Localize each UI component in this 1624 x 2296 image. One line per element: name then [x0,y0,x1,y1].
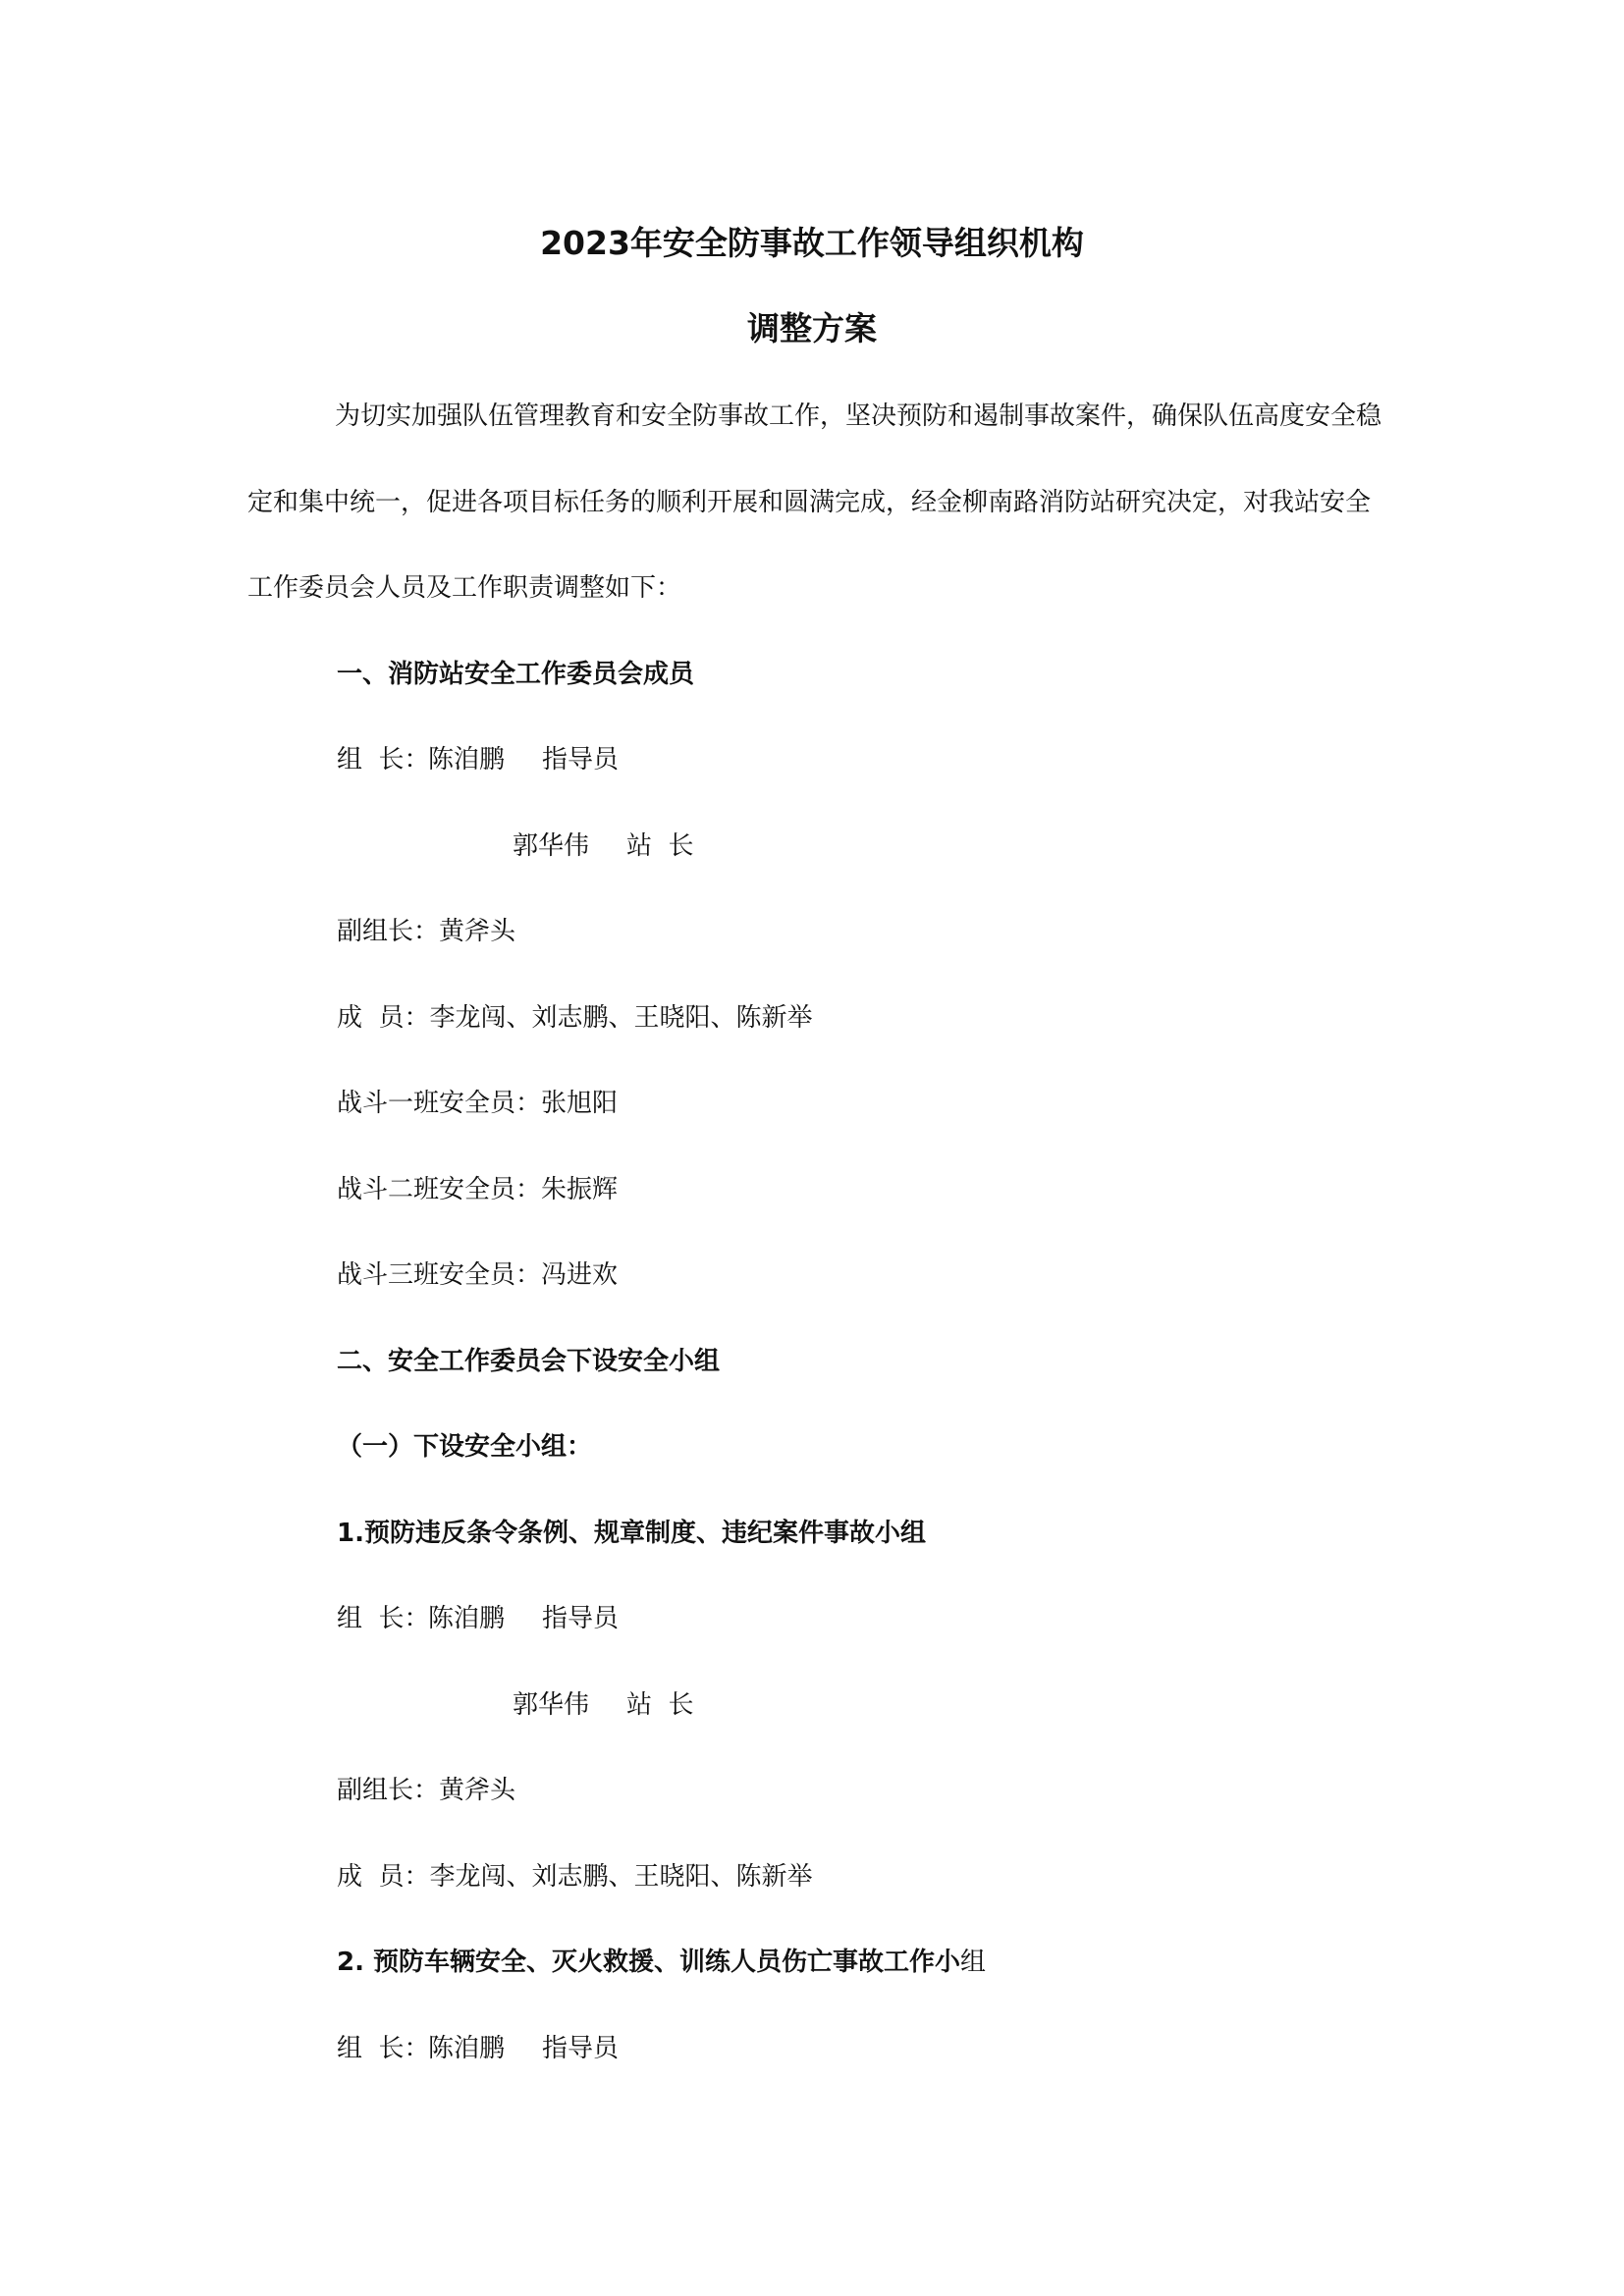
section-1-leader-label: 组 长： [337,745,430,774]
group-2-leader-1-name: 陈洎鹏 [428,2034,506,2063]
section-1-leader-1-title: 指导员 [542,745,620,774]
group-1-deputy: 副组长：黄斧头 [337,1776,516,1805]
group-2-leader-label: 组 长： [337,2034,430,2063]
section-1-members: 成 员：李龙闯、刘志鹏、王晓阳、陈新举 [337,1003,813,1033]
section-1-squad-2-officer: 战斗二班安全员：朱振辉 [337,1175,619,1204]
intro-paragraph-line-3: 工作委员会人员及工作职责调整如下： [247,573,682,603]
group-1-leader-1-name: 陈洎鹏 [428,1604,506,1633]
section-2-subheading: （一）下设安全小组： [337,1432,593,1462]
group-1-leader-2-name: 郭华伟 [513,1690,590,1720]
section-1-deputy: 副组长：黄斧头 [337,917,516,946]
group-1-leader-label: 组 长： [337,1604,430,1633]
section-1-leader-2-title: 站 长 [626,831,694,861]
group-1-members: 成 员：李龙闯、刘志鹏、王晓阳、陈新举 [337,1862,813,1892]
document-subtitle: 调整方案 [747,309,877,347]
intro-paragraph-line-2: 定和集中统一，促进各项目标任务的顺利开展和圆满完成，经金柳南路消防站研究决定，对我站安全 [247,488,1372,517]
group-2-heading [337,1946,986,1979]
group-1-leader-1-title: 指导员 [542,1604,620,1633]
section-2-heading: 二、安全工作委员会下设安全小组 [337,1347,721,1376]
group-1-heading: 1.预防违反条令条例、规章制度、违纪案件事故小组 [337,1519,926,1548]
section-1-heading: 一、消防站安全工作委员会成员 [337,660,695,689]
section-1-squad-1-officer: 战斗一班安全员：张旭阳 [337,1089,619,1118]
group-2-heading-main: 2. 预防车辆安全、灭火救援、训练人员伤亡事故工作小 [337,1948,961,1977]
section-1-squad-3-officer: 战斗三班安全员：冯进欢 [337,1260,619,1290]
group-2-heading-tail: 组 [960,1948,987,1977]
intro-paragraph-line-1: 为切实加强队伍管理教育和安全防事故工作，坚决预防和遏制事故案件，确保队伍高度安全稳 [335,401,1382,431]
document-title: 2023年安全防事故工作领导组织机构 [540,224,1084,262]
section-1-leader-1-name: 陈洎鹏 [428,745,506,774]
group-2-leader-1-title: 指导员 [542,2034,620,2063]
group-1-leader-2-title: 站 长 [626,1690,694,1720]
section-1-leader-2-name: 郭华伟 [513,831,590,861]
